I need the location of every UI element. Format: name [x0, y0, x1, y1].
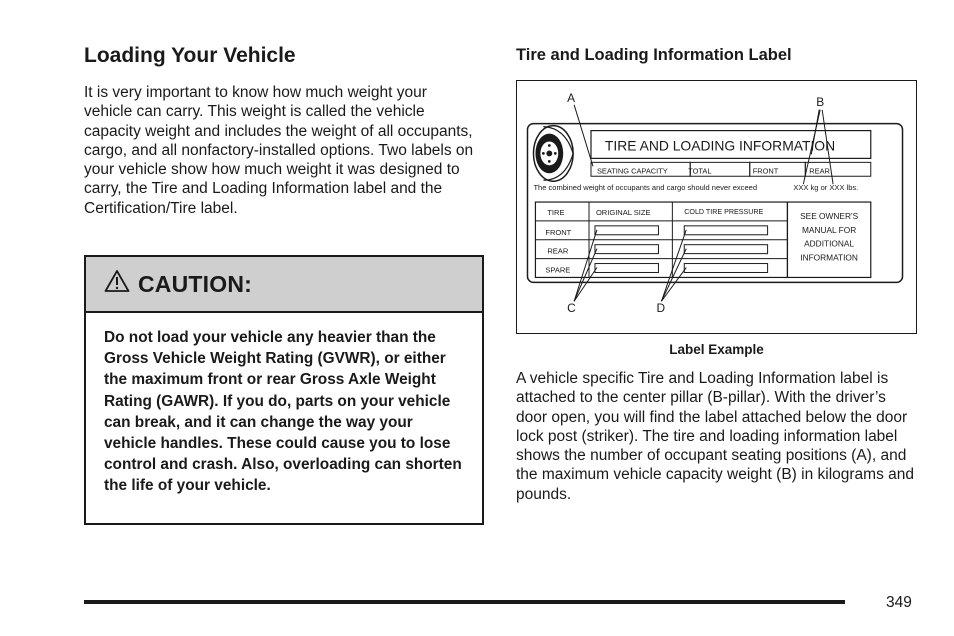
- seating-capacity-label: SEATING CAPACITY: [596, 166, 668, 176]
- row-rear: REAR: [547, 246, 569, 256]
- owners-note-line-4: INFORMATION: [800, 252, 858, 263]
- label-example-figure: [516, 80, 917, 334]
- intro-paragraph: It is very important to know how much weight your vehicle can carry. This weight is called the vehicle capacity weight and includes the weight of all occupants, cargo, and all nonfactory-installed options. Two labels on your vehicle show how much weight it was designed to carry, the Tire and Loading Information label and the Certification/Tire label.: [84, 84, 474, 217]
- warning-triangle-icon: [104, 269, 130, 293]
- owners-note-line-2: MANUAL FOR: [801, 224, 857, 235]
- section-heading: Loading Your Vehicle: [84, 44, 296, 67]
- callout-d: D: [656, 301, 666, 316]
- col-original-size: ORIGINAL SIZE: [595, 207, 651, 217]
- callout-c: C: [567, 301, 576, 316]
- callout-a: A: [567, 90, 576, 105]
- col-cold-pressure: COLD TIRE PRESSURE: [684, 207, 764, 216]
- col-tire: TIRE: [547, 207, 565, 217]
- caution-header: [86, 257, 482, 313]
- tire-icon: [533, 126, 573, 182]
- callout-b: B: [816, 94, 825, 109]
- row-front: FRONT: [545, 227, 572, 237]
- label-heading: Tire and Loading Information Label: [516, 46, 792, 64]
- combined-weight-text: The combined weight of occupants and cargo should never exceed: [533, 183, 758, 193]
- caution-text: Do not load your vehicle any heavier than the Gross Vehicle Weight Rating (GVWR), or either the maximum front or rear Gross Axle Weight Rating (GAWR). If you do, parts on your vehicle can break, and it can change the way your vehicle handles. These could cause you to lose control and crash. Also, overloading can shorten the life of your vehicle.: [104, 329, 462, 495]
- row-spare: SPARE: [545, 265, 571, 275]
- owners-note-line-1: SEE OWNER'S: [800, 210, 859, 221]
- figure-caption: Label Example: [669, 342, 764, 357]
- page-number: 349: [886, 594, 912, 611]
- seating-rear-label: REAR: [809, 166, 830, 176]
- caution-box: [84, 255, 484, 525]
- footer-rule: [84, 600, 845, 604]
- label-title: TIRE AND LOADING INFORMATION: [604, 137, 836, 154]
- weight-value: XXX kg or XXX lbs.: [793, 183, 859, 193]
- owners-note-line-3: ADDITIONAL: [804, 238, 855, 249]
- seating-total-label: TOTAL: [688, 166, 712, 176]
- caution-title: CAUTION:: [138, 270, 253, 297]
- tire-label-illustration: [517, 81, 916, 333]
- seating-front-label: FRONT: [752, 166, 779, 176]
- label-description: A vehicle specific Tire and Loading Information label is attached to the center pillar (B-pillar). With the driver’s door open, you will find the label attached below the door lock post (striker). The tire and loading information label shows the number of occupant seating positions (A), and the maximum vehicle capacity weight (B) in kilograms and pounds.: [516, 370, 914, 503]
